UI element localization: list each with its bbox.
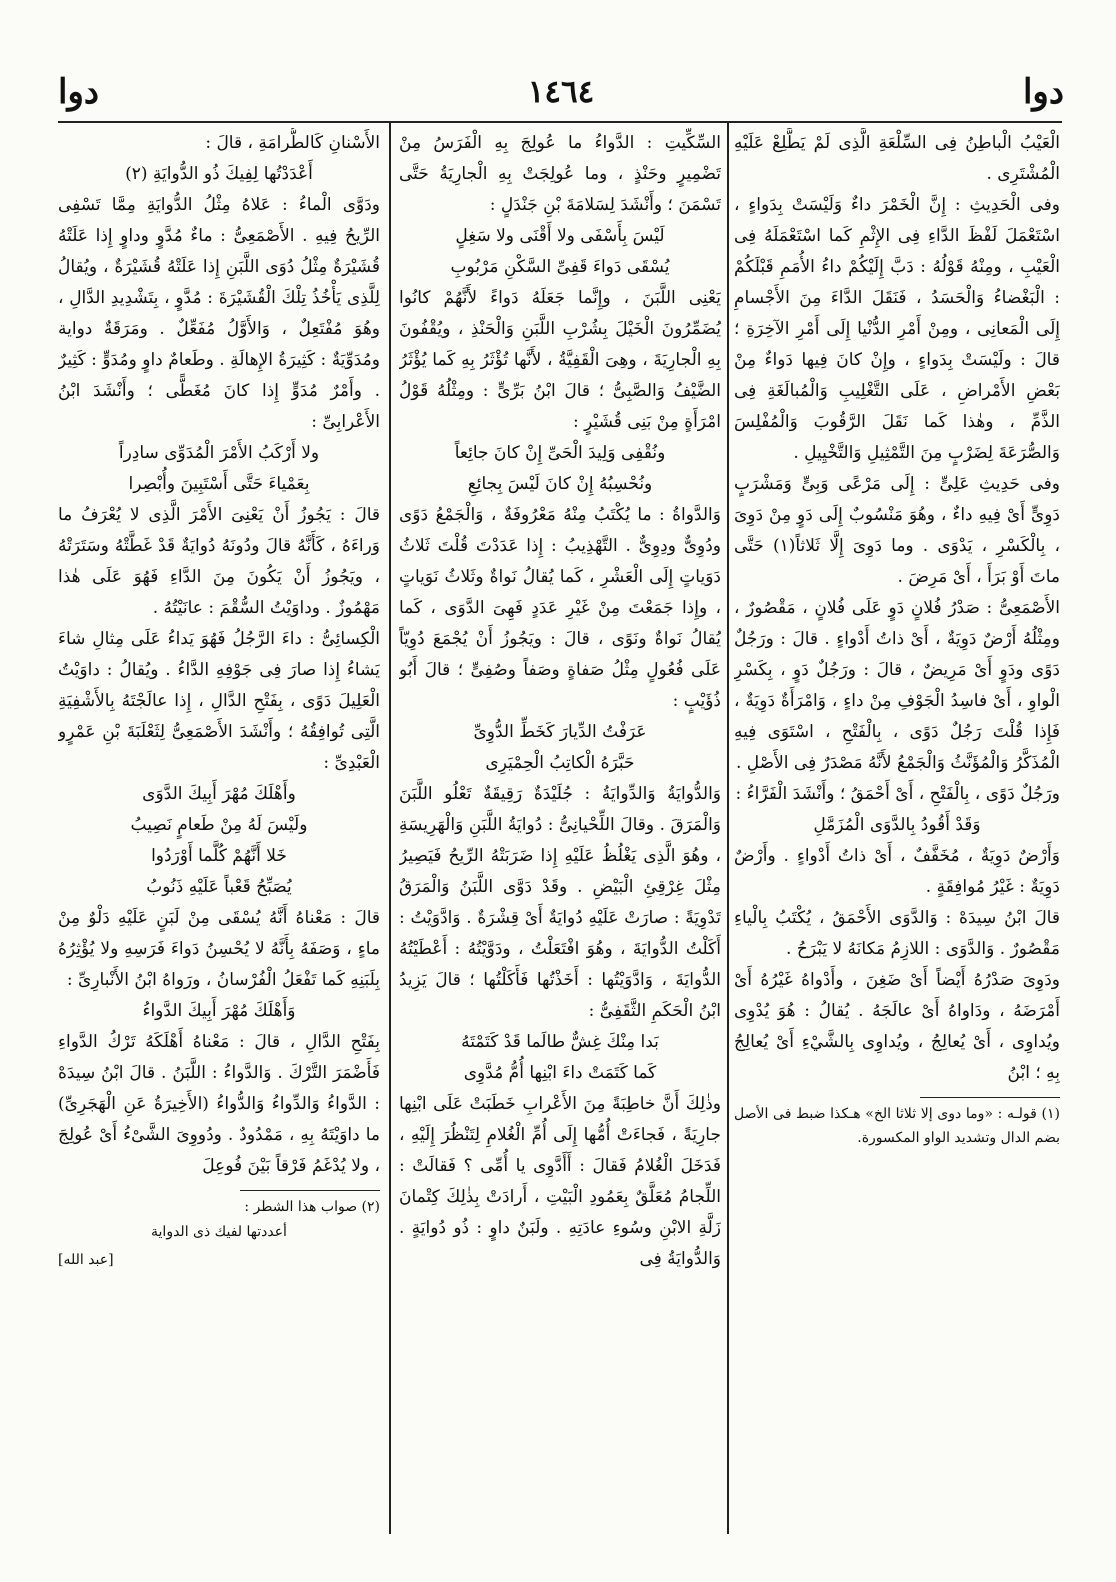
- verse-line: يُسْقَى دَواءَ قَفِىِّ السَّكْنِ مَرْبُوبِ: [450, 257, 670, 277]
- verse-line: ونُقْفِى وَلِيدَ الْحَىِّ إِنْ كانَ جائِعاً: [454, 443, 666, 463]
- column-rule-right: [727, 121, 729, 1534]
- paragraph: قالَ ابْنُ سِيدَهْ : وَالدَّوَى الأَحْمَقُ ، يُكْتَبُ بِالْياءِ مَقْصُورٌ . وَالدَّوَى : اللازِمُ مَكانَهُ لا يَبْرَحُ .: [734, 908, 1060, 959]
- header-right-word: دوا: [1022, 72, 1064, 112]
- paragraph: قالَ : يَجُوزُ أَنْ يَعْنِىَ الأَمْرَ الَّذِى لا يُعْرَفُ ما وَراءَهُ ، كَأَنَّهُ قالَ ودُونَهُ دُوايَةٌ قَدْ غَطَّتْهُ وسَتَرَتْهُ ، ويَجُوزُ أَنْ يَكُونَ مِنَ الدَّاءِ فَهُوَ عَلَى هٰذا مَهْمُوزٌ . وداوَيْتُ السُّقْمَ : عانَيْتُهُ .: [58, 505, 380, 618]
- page-number: ١٤٦٤: [527, 74, 595, 110]
- paragraph: الْكِسائِىُّ : داءَ الرَّجُلُ فَهُوَ يَداءُ عَلَى مِثالِ شاءَ يَشاءُ إِذا صارَ فِى جَوْفِهِ الدَّاءُ . ويُقالُ : داوَيْتُ الْعَلِيلَ دَوًى ، بِفَتْحِ الدَّالِ ، إِذا عالَجْتَهُ بِالأَشْفِيَةِ الَّتِى تُوافِقُهُ ؛ وأَنْشَدَ الأَصْمَعِىُّ لِثَعْلَبَةَ بْنِ عَمْرٍو الْعَبْدِىِّ :: [58, 629, 380, 773]
- footnote-rule: [920, 1097, 1060, 1098]
- page-header: [58, 70, 1064, 114]
- verse-line: وأَهْلَكَ مُهْرَ أَبِيكَ الدَّوَى: [142, 784, 296, 804]
- verse-line: كَما كَتَمَتْ داءَ ابْنِها أُمُّ مُدَّوِى: [463, 1063, 657, 1083]
- editor-signature: [عبد الله]: [58, 1252, 114, 1268]
- paragraph: وذٰلِكَ أَنَّ خاطِبَةً مِنَ الأَعْرابِ خَطَبَتْ عَلَى ابْنِها جارِيَةً ، فَجاءَتْ أُمُّها إِلَى أُمِّ الْغُلامِ لِتَنْظُرَ إِلَيْهِ ، فَدَخَلَ الْغُلامُ فَقالَ : أَأَدَّوِى يا أُمِّى ؟ فَقالَتْ : اللِّجامُ مُعَلَّقٌ بِعَمُودِ الْبَيْتِ ، أَرادَتْ بِذٰلِكَ كِتْمانَ زَلَّةِ الابْنِ وسُوءِ عادَتِهِ . ولَبَنٌ داوٍ : ذُو دُوايَةٍ . وَالدُّوايَةُ فِى: [399, 1094, 721, 1269]
- verse-line: بِعَمْياءَ حَتَّى أَسْتَبِينَ وأُبْصِرا: [128, 474, 310, 494]
- verse-line: ونُحْسِبُهُ إِنْ كانَ لَيْسَ بِجائِعِ: [467, 474, 653, 494]
- verse-line: ولَيْسَ لَهُ مِنْ طَعامٍ نَصِيبُ: [130, 815, 308, 835]
- paragraph: ودَوِىَ صَدْرُهُ أَيْضاً أَىْ ضَغِنَ ، وأَدْواهُ غَيْرُهُ أَىْ أَمْرَضَهُ ، ودَاواهُ أَىْ عالَجَهُ . يُقالُ : هُوَ يُدْوِى ويُداوِى ، أَىْ يُعالِجُ ، ويُداوِى بِالشَّيْءِ أَىْ يُعالِجُ بِهِ ؛ ابْنُ: [734, 970, 1060, 1083]
- footnote-verse: أعددتها لفيك ذى الدواية: [151, 1224, 287, 1240]
- column-right: [734, 128, 1060, 1530]
- paragraph: وفى حَدِيثِ عَلِىٍّ : إِلَى مَرْعًى وَبِىٍّ وَمَشْرَبٍ دَوِىٍّ أَىْ فِيهِ داءٌ ، وهُوَ مَنْسُوبٌ إِلَى دَوٍ مِنْ دَوِىَ ، بِالْكَسْرِ ، يَدْوَى . وما دَوِىَ إِلَّا ثَلاثاً(١) حَتَّى ماتَ أَوْ بَرَأَ ، أَىْ مَرِضَ .: [734, 474, 1060, 587]
- column-middle: [399, 128, 721, 1530]
- verse-line: يُصَبِّحُ قَعْباً عَلَيْهِ ذَنُوبُ: [146, 877, 292, 897]
- verse-line: خَلا أَنَّهُمْ كُلَّما أَوْرَدُوا: [151, 846, 287, 866]
- header-left-word: دوا: [58, 72, 100, 112]
- paragraph: وَأَرْضٌ دَوِيَةٌ ، مُخَفَّفٌ ، أَىْ ذاتُ أَدْواءٍ . وأَرْضٌ دَوِيَةٌ : غَيْرُ مُوافِقَةٍ .: [734, 846, 1060, 897]
- paragraph: الأَسْنانِ كَالطُّرامَةِ ، قالَ :: [205, 133, 380, 153]
- paragraph: وَالدَّواةُ : ما يُكْتَبُ مِنْهُ مَعْرُوفَةٌ ، وَالْجَمْعُ دَوًى ودُوِىٌّ ودِوِىٌّ . التَّهْذِيبُ : إِذا عَدَدْتَ قُلْتَ ثَلاثُ دَوَياتٍ إِلَى الْعَشْرِ ، كَما يُقالُ نَواةٌ وثَلاثُ نَوَياتٍ ، وإِذا جَمَعْتَ مِنْ غَيْرِ عَدَدٍ فَهِىَ الدَّوَى ، كَما يُقالُ نَواةٌ ونَوًى ، قالَ : ويَجُوزُ أَنْ يُجْمَعَ دُوِيّاً عَلَى فُعُولٍ مِثْلُ صَفاةٍ وصَفاً وصُفِىٍّ ؛ قالَ أَبُو ذُؤَيْبٍ :: [399, 505, 721, 711]
- paragraph: قالَ : مَعْناهُ أَنَّهُ يُسْقَى مِنْ لَبَنٍ عَلَيْهِ دَلْوٌ مِنْ ماءٍ ، وَصَفَهُ بِأَنَّهُ لا يُحْسِنُ دَواءَ فَرَسِهِ ولا يُؤْثِرُهُ بِلَبَنِهِ كَما تَفْعَلُ الْفُرْسانُ ، ورَواهُ ابْنُ الأَنْبارِىِّ :: [58, 908, 380, 990]
- paragraph: يَعْنِى اللَّبَنَ ، وإِنَّما جَعَلَهُ دَواءً لأَنَّهُمْ كانُوا يُضَمِّرُونَ الْخَيْلَ بِشُرْبِ اللَّبَنِ وَالْحَنْذِ ، ويُقْفُونَ بِهِ الْجارِيَةَ ، وهِىَ الْقَفِيَّةُ ، لأَنَّها تُؤْثَرُ بِهِ كَما يُؤْثَرُ الضَّيْفُ وَالصَّبِىُّ ؛ قالَ ابْنُ بَرِّىٍّ : ومِثْلُهُ قَوْلُ امْرَأَةٍ مِنْ بَنِى قُشَيْرٍ :: [399, 288, 721, 432]
- verse-line: وَأَهْلَكَ مُهْرَ أَبِيكَ الدَّواءُ: [142, 1001, 296, 1021]
- verse-line: عَرَفْتُ الدِّيارَ كَخَطِّ الدُّوِىِّ: [473, 722, 647, 742]
- paragraph: وفى الْحَدِيثِ : إِنَّ الْخَمْرَ داءٌ وَلَيْسَتْ بِدَواءٍ ، اسْتَعْمَلَ لَفْظَ الدَّاءِ فِى الإِثْمِ كَما اسْتَعْمَلَهُ فِى الْعَيْبِ ، ومِنْهُ قَوْلُهُ : دَبَّ إِلَيْكُمْ داءُ الأُمَمِ قَبْلَكُمْ : الْبَغْضاءُ وَالْحَسَدُ ، فَنَقَلَ الدَّاءَ مِنَ الأَجْسامِ إِلَى الْمَعانِى ، ومِنْ أَمْرِ الدُّنْيا إِلَى أَمْرِ الآخِرَةِ ؛ قالَ : ولَيْسَتْ بِدَواءٍ ، وإِنْ كانَ فِيها دَواءٌ مِنْ بَعْضِ الأَمْراضِ ، عَلَى التَّغْلِيبِ وَالْمُبالَغَةِ فِى الذَّمِّ ، وهٰذا كَما نَقَلَ الرَّقُوبَ وَالْمُفْلِسَ وَالصُّرَعَةَ لِضَرْبٍ مِنَ التَّمْثِيلِ وَالتَّخْيِيلِ .: [734, 195, 1060, 463]
- paragraph: السِّكِّيتِ : الدَّواءُ ما عُولِجَ بِهِ الْفَرَسُ مِنْ تَضْمِيرٍ وحَنْذٍ ، وما عُولِجَتْ بِهِ الْجارِيَةُ حَتَّى تَسْمَنَ ؛ وأَنْشَدَ لِسَلامَةَ بْنِ جَنْدَلٍ :: [399, 133, 721, 215]
- verse-line: وَقَدْ أَقُودُ بِالدَّوَى الْمُزَمَّلِ: [813, 815, 981, 835]
- paragraph: بِفَتْحِ الدَّالِ ، قالَ : مَعْناهُ أَهْلَكَهُ تَرْكُ الدَّواءِ فَأَضْمَرَ التَّرْكَ . وَالدَّواءُ : اللَّبَنُ . قالَ ابْنُ سِيدَهْ : الدَّواءُ وَالدِّواءُ وَالدُّواءُ (الأَخِيرَةُ عَنِ الْهَجَرِىِّ) ما داوَيْتَهُ بِهِ ، مَمْدُودٌ . ودُووِىَ الشَّىْءُ أَىْ عُولِجَ ، ولا يُدْغَمُ فَرْقاً بَيْنَ فُوعِلَ: [58, 1032, 380, 1176]
- header-rule: [58, 121, 1062, 123]
- paragraph: ودَوَّى الْماءُ : عَلاهُ مِثْلُ الدُّوايَةِ مِمَّا تَسْفِى الرِّيحُ فِيهِ . الأَصْمَعِىُّ : ماءٌ مُدَّوٍ وداوٍ إِذا عَلَتْهُ قُشَيْرَةٌ مِثْلُ دُوَى اللَّبَنِ إِذا عَلَتْهُ قُشَيْرَةٌ ، ويُقالُ لِلَّذِى يَأْخُذُ تِلْكَ الْقُشَيْرَةَ : مُدَّوٍ ، بِتَشْدِيدِ الدَّالِ ، وهُوَ مُفْتَعِلٌ ، وَالأَوَّلُ مُفَعِّلٌ . ومَرَقَةٌ دواية ومُدَوِّيَةٌ : كَثِيرَةُ الإِهالَةِ . وطَعامٌ داوٍ ومُدَوٍّ : كَثِيرٌ . وأَمْرٌ مُدَوٍّ إِذا كانَ مُغَطًّى ؛ وأَنْشَدَ ابْنُ الأَعْرابِىِّ :: [58, 195, 380, 432]
- verse-line: أَعْدَدْتُها لِفِيكَ ذُو الدُّوايَةِ (٢): [125, 164, 313, 184]
- verse-line: لَيْسَ بِأَسْفَى ولا أَقْنَى ولا سَغِلٍ: [455, 226, 665, 246]
- paragraph: الأَصْمَعِىُّ : صَدْرُ فُلانٍ دَوٍ عَلَى فُلانٍ ، مَقْصُورٌ ، ومِثْلُهُ أَرْضٌ دَوِيَةٌ ، أَىْ ذاتُ أَدْواءٍ . قالَ : ورَجُلٌ دَوًى ودَوٍ أَىْ مَرِيضٌ ، قالَ : ورَجُلٌ دَوٍ ، بِكَسْرِ الْواوِ ، أَىْ فاسِدُ الْجَوْفِ مِنْ داءٍ ، وَامْرَأَةٌ دَوِيَةٌ ، فَإِذا قُلْتَ رَجُلٌ دَوًى ، بِالْفَتْحِ ، اسْتَوَى فِيهِ الْمُذَكَّرُ وَالْمُؤَنَّثُ وَالْجَمْعُ لأَنَّهُ مَصْدَرٌ فِى الأَصْلِ .: [734, 598, 1060, 773]
- footnote-rule: [240, 1190, 380, 1191]
- footnote: (١) قولـه : «وما دوى إلا ثلاثا الخ» هـكذا ضبط فى الأصل بضم الدال وتشديد الواو المكسورة.: [734, 1106, 1060, 1146]
- paragraph: الْعَيْبُ الْباطِنُ فِى السِّلْعَةِ الَّذِى لَمْ يَطَّلِعْ عَلَيْهِ الْمُشْتَرِى .: [734, 133, 1060, 184]
- paragraph: وَالدُّوايَةُ وَالدِّوايَةُ : جُلَيْدَةٌ رَقِيقَةٌ تَعْلُو اللَّبَنَ وَالْمَرَقَ . وقالَ اللِّحْيانِىُّ : دُوايَةُ اللَّبَنِ وَالْهَرِيسَةِ ، وهُوَ الَّذِى يَغْلُظُ عَلَيْهِ إِذا ضَرَبَتْهُ الرِّيحُ فَيَصِيرُ مِثْلَ غِرْقِئِ الْبَيْضِ . وقَدْ دَوَّى اللَّبَنُ وَالْمَرَقُ تَدْوِيَةً : صارَتْ عَلَيْهِ دُوايَةٌ أَىْ قِشْرَةٌ . وَادَّوَيْتُ : أَكَلْتُ الدُّوايَةَ ، وهُوَ افْتَعَلْتُ ، ودَوَّيْتُهُ : أَعْطَيْتُهُ الدُّوايَةَ ، وَادَّوَيْتُها : أَخَذْتُها فَأَكَلْتُها ؛ قالَ يَزِيدُ ابْنُ الْحَكَمِ الثَّقَفِىُّ :: [399, 784, 721, 1021]
- footnote: (٢) صواب هذا الشطر :: [244, 1199, 380, 1215]
- verse-line: حَبَّرَهُ الْكاتِبُ الْحِمْيَرِى: [485, 753, 635, 773]
- verse-line: بَدا مِنْكَ غِشٌّ طالَما قَدْ كَتَمْتَهُ: [461, 1032, 659, 1052]
- verse-line: ولا أَرْكَبُ الأَمْرَ الْمُدَوِّى سادِراً: [118, 443, 320, 463]
- column-rule-left: [389, 121, 391, 1534]
- paragraph: ورَجُلٌ دَوًى ، بِالْفَتْحِ ، أَىْ أَحْمَقُ ؛ وأَنْشَدَ الْفَرَّاءُ :: [735, 784, 1060, 804]
- column-left: [58, 128, 380, 1530]
